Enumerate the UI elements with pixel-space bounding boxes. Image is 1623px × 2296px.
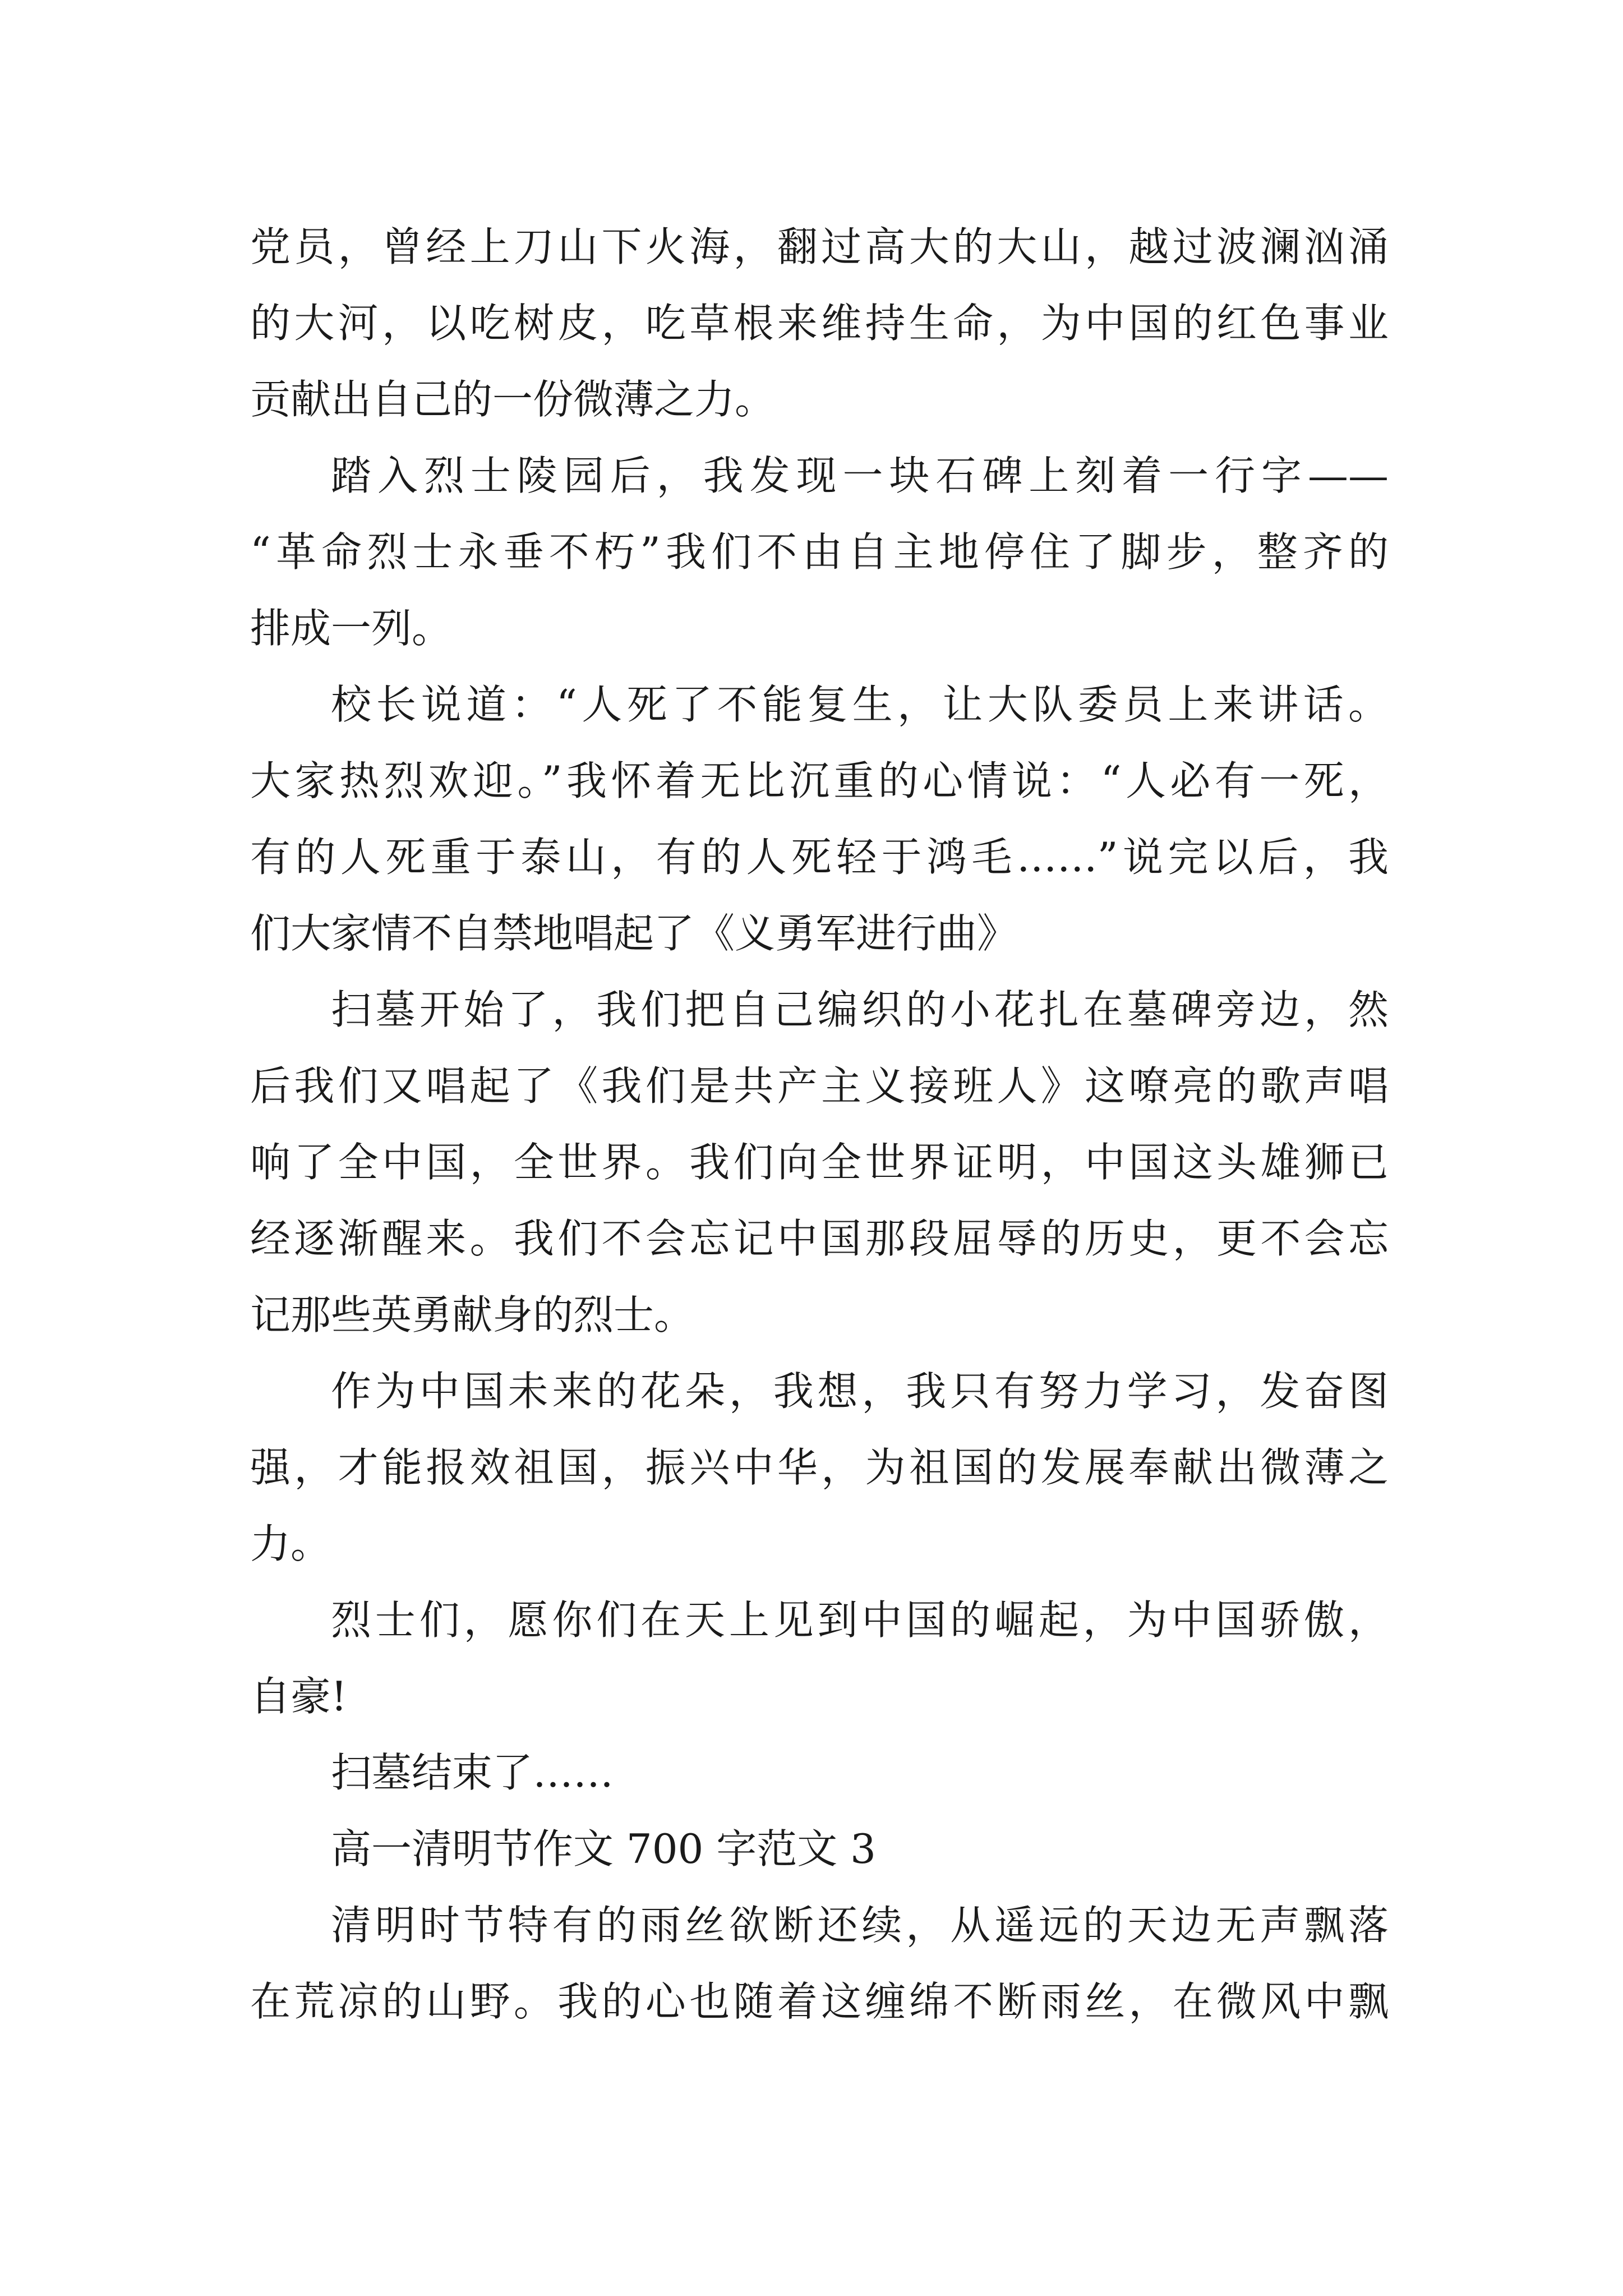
text-line: 强，才能报效祖国，振兴中华，为祖国的发展奉献出微薄之 [250,1444,1389,1491]
text-line: 经逐渐醒来。我们不会忘记中国那段屈辱的历史，更不会忘 [250,1215,1389,1262]
paragraph [250,1887,1389,2040]
paragraph [250,1582,1389,1734]
paragraph [250,209,1389,438]
text-line: 贡献出自己的一份微薄之力。 [250,376,776,423]
paragraph [250,1734,1389,1811]
text-line: 们大家情不自禁地唱起了《义勇军进行曲》 [250,910,1018,957]
paragraph [250,972,1389,1353]
essay-body [250,209,1389,2040]
text-line: 烈士们，愿你们在天上见到中国的崛起，为中国骄傲， [331,1596,1389,1644]
paragraph [250,1353,1389,1582]
text-line: 大家热烈欢迎。”我怀着无比沉重的心情说：“人必有一死， [250,757,1389,804]
text-line: 党员，曾经上刀山下火海，翻过高大的大山，越过波澜汹涌 [250,223,1389,270]
text-line: 后我们又唱起了《我们是共产主义接班人》这嘹亮的歌声唱 [250,1062,1389,1110]
section-heading [250,1811,1389,1887]
text-line: 有的人死重于泰山，有的人死轻于鸿毛……”说完以后，我 [250,834,1389,881]
text-line: 的大河，以吃树皮，吃草根来维持生命，为中国的红色事业 [250,300,1389,347]
paragraph [250,438,1389,666]
text-line: 排成一列。 [250,605,453,652]
text-line: 清明时节特有的雨丝欲断还续，从遥远的天边无声飘落 [331,1902,1389,1949]
text-line: 扫墓开始了，我们把自己编织的小花扎在墓碑旁边，然 [331,986,1389,1033]
text-line: “革命烈士永垂不朽”我们不由自主地停住了脚步，整齐的 [250,528,1389,576]
text-line: 力。 [250,1520,331,1567]
heading-line: 高一清明节作文 700 字范文 3 [331,1825,876,1872]
text-line: 扫墓结束了…… [331,1749,614,1796]
text-line: 响了全中国，全世界。我们向全世界证明，中国这头雄狮已 [250,1139,1389,1186]
text-line: 在荒凉的山野。我的心也随着这缠绵不断雨丝，在微风中飘 [250,1978,1389,2025]
text-line: 自豪! [250,1673,347,1720]
text-line: 作为中国未来的花朵，我想，我只有努力学习，发奋图 [331,1368,1389,1415]
text-line: 校长说道：“人死了不能复生，让大队委员上来讲话。 [331,681,1389,728]
text-line: 踏入烈士陵园后，我发现一块石碑上刻着一行字—— [331,452,1389,499]
paragraph [250,666,1389,972]
text-line: 记那些英勇献身的烈士。 [250,1291,695,1338]
